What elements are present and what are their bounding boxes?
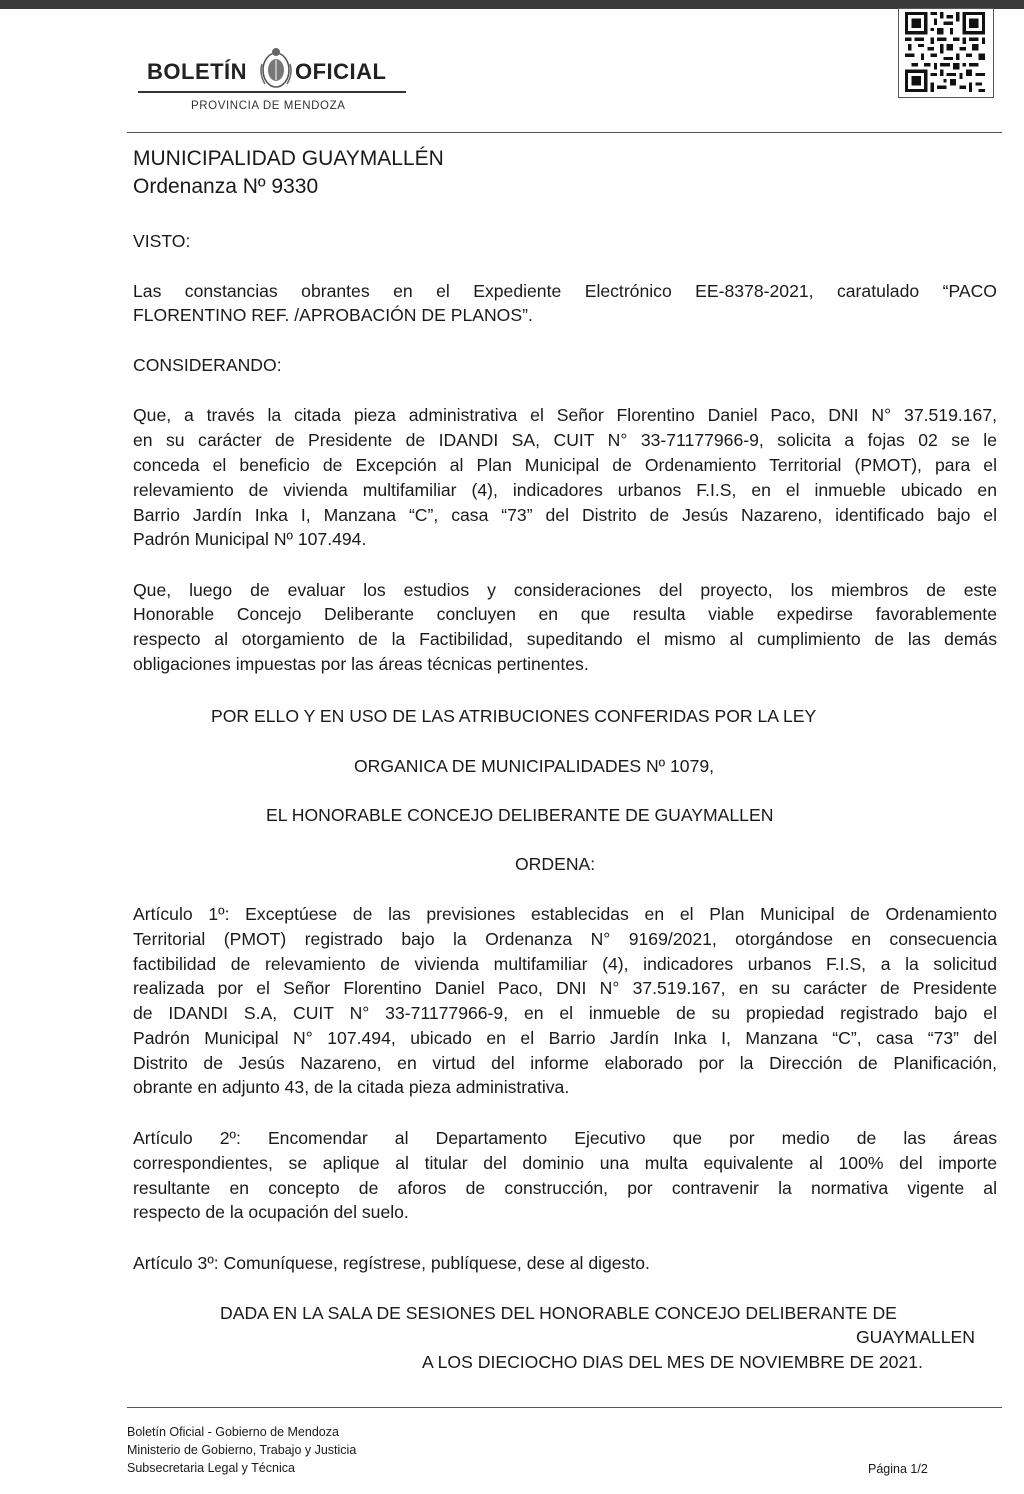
considerando-line: Barrio Jardín Inka I, Manzana “C”, casa “73” del Distrito de Jesús Nazareno, identificado bajo el bbox=[133, 505, 997, 525]
concejo-line: EL HONORABLE CONCEJO DELIBERANTE DE GUAYMALLEN bbox=[266, 805, 774, 825]
articulo-2-line: correspondientes, se aplique al titular del dominio una multa equivalente al 100% del importe bbox=[133, 1153, 997, 1173]
considerando-line: Que, a través la citada pieza administrativa el Señor Florentino Daniel Paco, DNI N° 37.519.167, bbox=[133, 405, 997, 425]
considerando-line: relevamiento de vivienda multifamiliar (4), indicadores urbanos F.I.S, en el inmueble ubicado en bbox=[133, 480, 997, 500]
qr-code[interactable] bbox=[898, 8, 994, 98]
considerando-line: conceda el beneficio de Excepción al Plan Municipal de Ordenamiento Territorial (PMOT), para el bbox=[133, 455, 997, 475]
dada-line: DADA EN LA SALA DE SESIONES DEL HONORABLE CONCEJO DELIBERANTE DE bbox=[220, 1303, 897, 1323]
footer-line: Ministerio de Gobierno, Trabajo y Justicia bbox=[127, 1443, 357, 1457]
qr-code-icon bbox=[905, 12, 985, 92]
visto-line: FLORENTINO REF. /APROBACIÓN DE PLANOS”. bbox=[133, 305, 533, 325]
considerando-line-2: obligaciones impuestas por las áreas técnicas pertinentes. bbox=[133, 654, 589, 674]
visto-line: Las constancias obrantes en el Expediente Electrónico EE-8378-2021, caratulado “PACO bbox=[133, 281, 997, 301]
articulo-1-line: Padrón Municipal N° 107.494, ubicado en el Barrio Jardín Inka I, Manzana “C”, casa “73” del bbox=[133, 1028, 997, 1048]
considerando-line-2: respecto al otorgamiento de la Factibilidad, supeditando el mismo al cumplimiento de las demás bbox=[133, 629, 997, 649]
municipality-title: MUNICIPALIDAD GUAYMALLÉN bbox=[133, 147, 444, 170]
articulo-1-line: obrante en adjunto 43, de la citada pieza administrativa. bbox=[133, 1077, 570, 1097]
page-number: Página 1/2 bbox=[868, 1462, 928, 1476]
articulo-1-line: realizada por el Señor Florentino Daniel Paco, DNI N° 37.519.167, en su carácter de Presidente bbox=[133, 978, 997, 998]
dada-line: GUAYMALLEN bbox=[856, 1327, 975, 1347]
logo-word-left: BOLETÍN bbox=[147, 59, 248, 84]
logo-subtitle: PROVINCIA DE MENDOZA bbox=[191, 100, 346, 112]
visto-heading: VISTO: bbox=[133, 231, 191, 251]
articulo-2-line: resultante en concepto de aforos de construcción, por contravenir la normativa vigente al bbox=[133, 1178, 997, 1198]
footer-line: Boletín Oficial - Gobierno de Mendoza bbox=[127, 1425, 339, 1439]
considerando-line-2: Honorable Concejo Deliberante concluyen en que resulta viable expedirse favorablemente bbox=[133, 604, 997, 624]
articulo-1-line: de IDANDI S.A, CUIT N° 33-71177966-9, en el inmueble de su propiedad registrado bajo el bbox=[133, 1003, 997, 1023]
boletin-oficial-logo bbox=[138, 40, 406, 118]
considerando-line-2: Que, luego de evaluar los estudios y consideraciones del proyecto, los miembros de este bbox=[133, 580, 997, 600]
header-rule bbox=[127, 132, 1002, 133]
por-ello-line: POR ELLO Y EN USO DE LAS ATRIBUCIONES CONFERIDAS POR LA LEY bbox=[211, 706, 817, 726]
ley-organica-line: ORGANICA DE MUNICIPALIDADES Nº 1079, bbox=[354, 756, 715, 776]
top-bar bbox=[0, 0, 1024, 9]
articulo-2-line: respecto de la ocupación del suelo. bbox=[133, 1202, 409, 1222]
articulo-1-line: Distrito de Jesús Nazareno, en virtud del informe elaborado por la Dirección de Planificación, bbox=[133, 1053, 997, 1073]
mendoza-seal-icon bbox=[256, 44, 296, 92]
logo-word-right: OFICIAL bbox=[295, 59, 387, 84]
ordena-heading: ORDENA: bbox=[515, 854, 596, 874]
dada-date-line: A LOS DIECIOCHO DIAS DEL MES DE NOVIEMBRE DE 2021. bbox=[422, 1352, 923, 1372]
articulo-1-line: factibilidad de relevamiento de vivienda multifamiliar (4), indicadores urbanos F.I.S, a la solicitud bbox=[133, 954, 997, 974]
considerando-heading: CONSIDERANDO: bbox=[133, 355, 282, 375]
articulo-1-line: Artículo 1º: Exceptúese de las previsiones establecidas en el Plan Municipal de Ordenamiento bbox=[133, 904, 997, 924]
logo-underline bbox=[138, 91, 406, 93]
ordinance-number: Ordenanza Nº 9330 bbox=[133, 175, 319, 198]
considerando-line: en su carácter de Presidente de IDANDI SA, CUIT N° 33-71177966-9, solicita a fojas 02 se le bbox=[133, 430, 997, 450]
articulo-3-line: Artículo 3º: Comuníquese, regístrese, publíquese, dese al digesto. bbox=[133, 1253, 650, 1273]
considerando-line: Padrón Municipal Nº 107.494. bbox=[133, 529, 367, 549]
footer-line: Subsecretaria Legal y Técnica bbox=[127, 1461, 295, 1475]
articulo-1-line: Territorial (PMOT) registrado bajo la Ordenanza N° 9169/2021, otorgándose en consecuencia bbox=[133, 929, 997, 949]
footer-rule bbox=[127, 1407, 1002, 1408]
articulo-2-line: Artículo 2º: Encomendar al Departamento Ejecutivo que por medio de las áreas bbox=[133, 1128, 997, 1148]
